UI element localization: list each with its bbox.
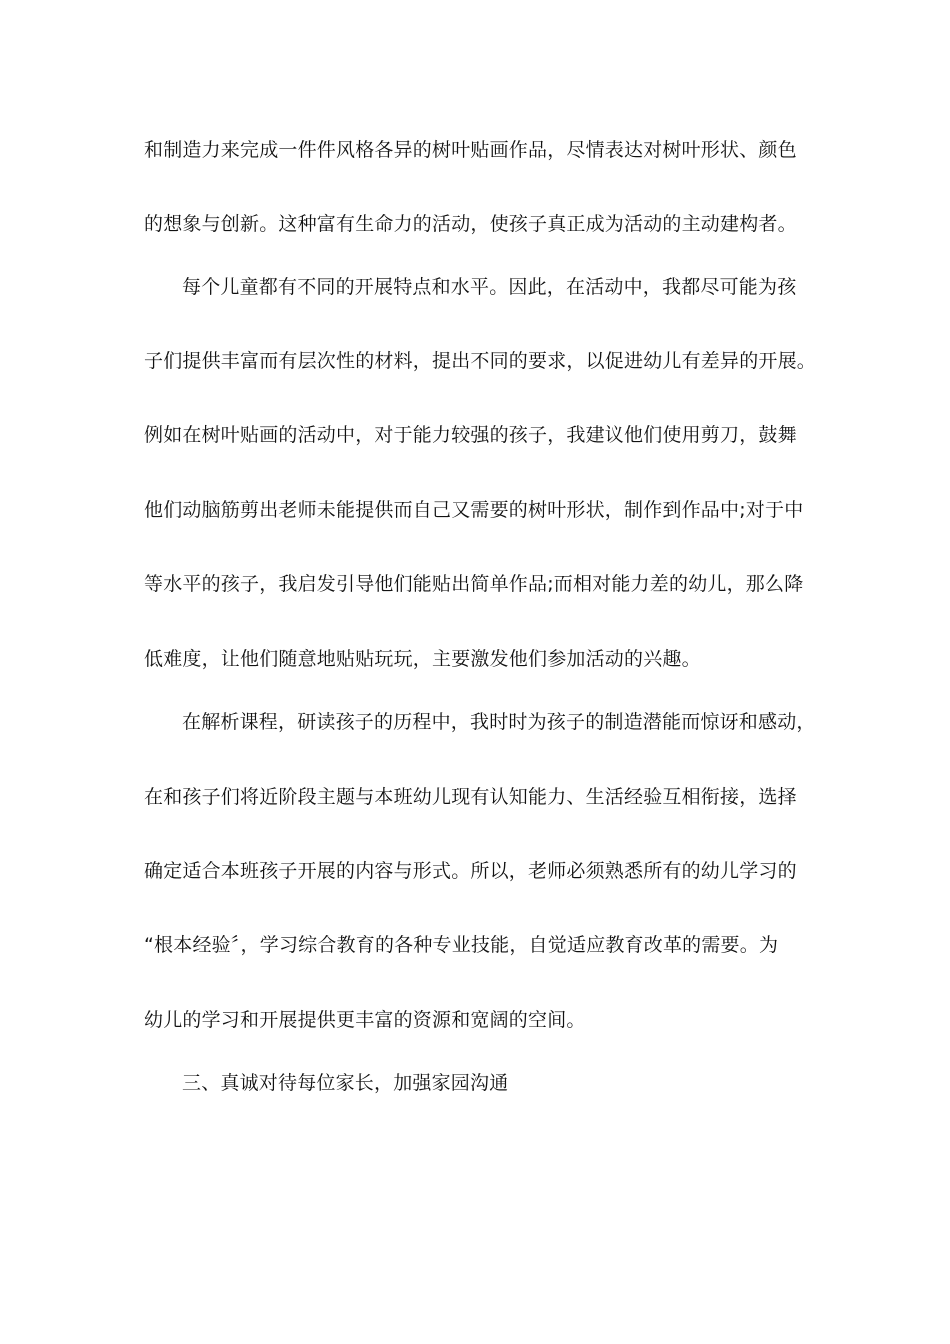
paragraph-line: 幼儿的学习和开展提供更丰富的资源和宽阔的空间。 [144,1009,586,1031]
paragraph-line: 在解析课程，研读孩子的历程中，我时时为孩子的制造潜能而惊讶和感动， [182,711,816,733]
paragraph-line: “根本经验〞，学习综合教育的各种专业技能，自觉适应教育改革的需要。为 [144,934,779,956]
paragraph-line: 每个儿童都有不同的开展特点和水平。因此，在活动中，我都尽可能为孩 [182,276,797,298]
paragraph-line: 确定适合本班孩子开展的内容与形式。所以，老师必须熟悉所有的幼儿学习的 [144,860,797,882]
paragraph-line: 例如在树叶贴画的活动中，对于能力较强的孩子，我建议他们使用剪刀，鼓舞 [144,424,797,446]
paragraph-line: 的想象与创新。这种富有生命力的活动，使孩子真正成为活动的主动建构者。 [144,213,797,235]
section-heading: 三、真诚对待每位家长，加强家园沟通 [182,1072,509,1094]
paragraph-line: 在和孩子们将近阶段主题与本班幼儿现有认知能力、生活经验互相衔接，选择 [144,786,797,808]
paragraph-line: 等水平的孩子，我启发引导他们能贴出简单作品;而相对能力差的幼儿，那么降 [144,573,804,595]
paragraph-line: 子们提供丰富而有层次性的材料，提出不同的要求，以促进幼儿有差异的开展。 [144,350,817,372]
paragraph-line: 低难度，让他们随意地贴贴玩玩，主要激发他们参加活动的兴趣。 [144,648,701,670]
paragraph-line: 和制造力来完成一件件风格各异的树叶贴画作品，尽情表达对树叶形状、颜色 [144,139,797,161]
paragraph-line: 他们动脑筋剪出老师未能提供而自己又需要的树叶形状，制作到作品中;对于中 [144,499,804,521]
